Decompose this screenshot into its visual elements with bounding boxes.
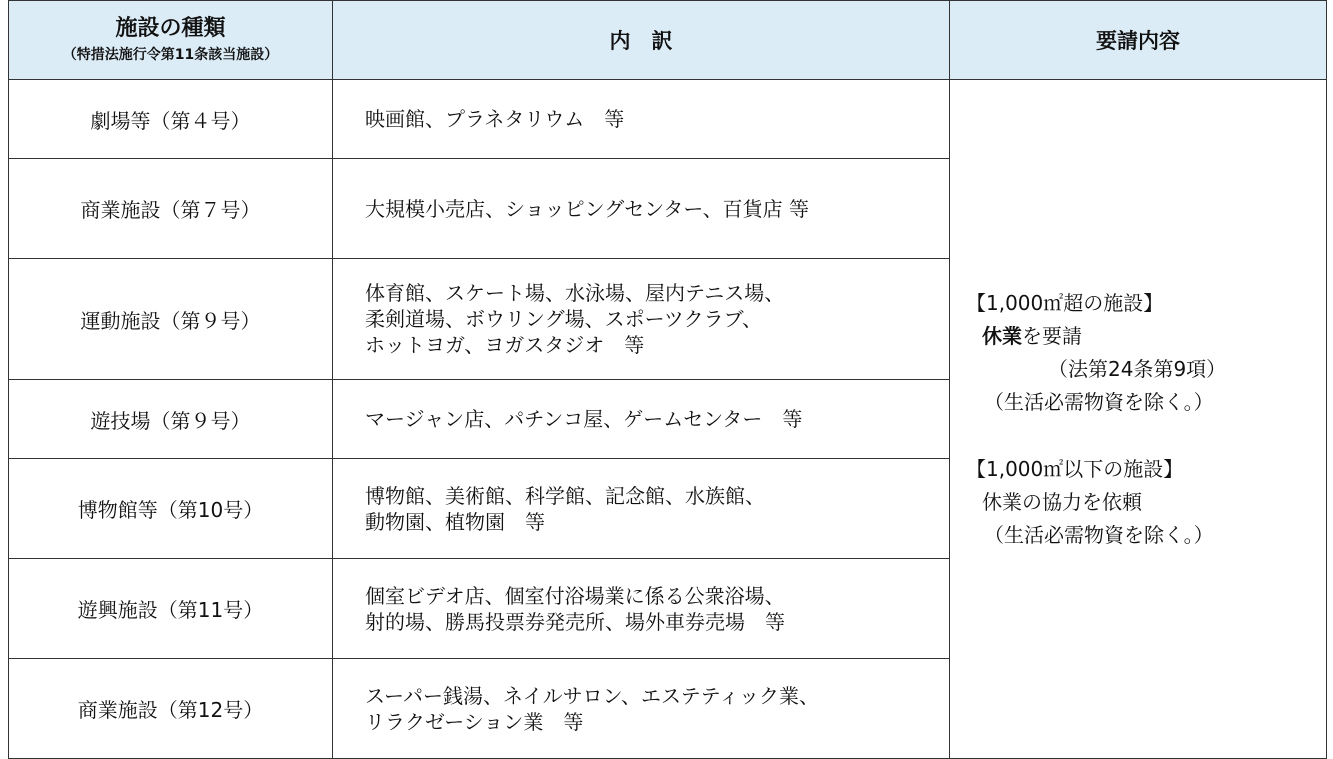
details-line: 柔剣道場、ボウリング場、スポーツクラブ、 [365, 307, 762, 331]
details-line: 体育館、スケート場、水泳場、屋内テニス場、 [365, 281, 785, 305]
details-cell [333, 559, 950, 659]
small-facility-request: 休業の協力を依頼 [982, 489, 1142, 514]
large-facility-heading: 【1,000㎡超の施設】 [966, 290, 1164, 315]
details-cell [333, 159, 950, 259]
details-cell [333, 659, 950, 759]
facility-request-table [8, 0, 1326, 752]
details-line: 個室ビデオ店、個室付浴場業に係る公衆浴場、 [365, 583, 785, 608]
details-cell [333, 80, 950, 159]
closure-rest: を要請 [1022, 323, 1082, 348]
details-line: 射的場、勝馬投票券発売所、場外車券売場 等 [365, 609, 785, 634]
table [8, 0, 1327, 759]
details-line: リラクゼーション業 等 [365, 709, 584, 734]
details-cell [333, 259, 950, 380]
request-cell [950, 80, 1327, 759]
small-facility-exception: （生活必需物資を除く。） [984, 522, 1214, 547]
details-cell [333, 380, 950, 459]
small-facility-heading: 【1,000㎡以下の施設】 [966, 456, 1184, 481]
details-line: 博物館、美術館、科学館、記念館、水族館、 [365, 483, 765, 508]
table-body [9, 80, 1327, 759]
details-cell [333, 459, 950, 559]
header-facility-type [9, 1, 333, 80]
large-facility-exception: （生活必需物資を除く。） [984, 389, 1214, 414]
closure-bold: 休業 [982, 323, 1022, 348]
details-line: 大規模小売店、ショッピングセンター、百貨店 等 [365, 196, 809, 221]
facility-type-cell: 劇場等（第４号） [9, 80, 333, 159]
facility-type-cell: 運動施設（第９号） [9, 259, 333, 380]
details-line: ホットヨガ、ヨガスタジオ 等 [365, 333, 645, 357]
header-details: 内 訳 [333, 1, 950, 80]
header-facility-type-note: （特措法施行令第11条該当施設） [62, 47, 279, 63]
details-line: マージャン店、パチンコ屋、ゲームセンター 等 [365, 407, 803, 431]
large-facility-law: （法第24条第9項） [1048, 356, 1227, 381]
facility-type-cell: 商業施設（第12号） [9, 659, 333, 759]
table-row [9, 80, 1327, 159]
large-facility-request [966, 320, 1326, 353]
facility-type-cell: 商業施設（第７号） [9, 159, 333, 259]
details-line: 映画館、プラネタリウム 等 [365, 107, 625, 131]
facility-type-cell: 遊興施設（第11号） [9, 559, 333, 659]
header-facility-type-label: 施設の種類 [115, 16, 226, 41]
details-line: 動物園、植物園 等 [365, 509, 545, 534]
facility-type-cell: 遊技場（第９号） [9, 380, 333, 459]
table-header [9, 1, 1327, 80]
details-line: スーパー銭湯、ネイルサロン、エステティック業、 [365, 683, 819, 708]
facility-type-cell: 博物館等（第10号） [9, 459, 333, 559]
header-request: 要請内容 [950, 1, 1327, 80]
